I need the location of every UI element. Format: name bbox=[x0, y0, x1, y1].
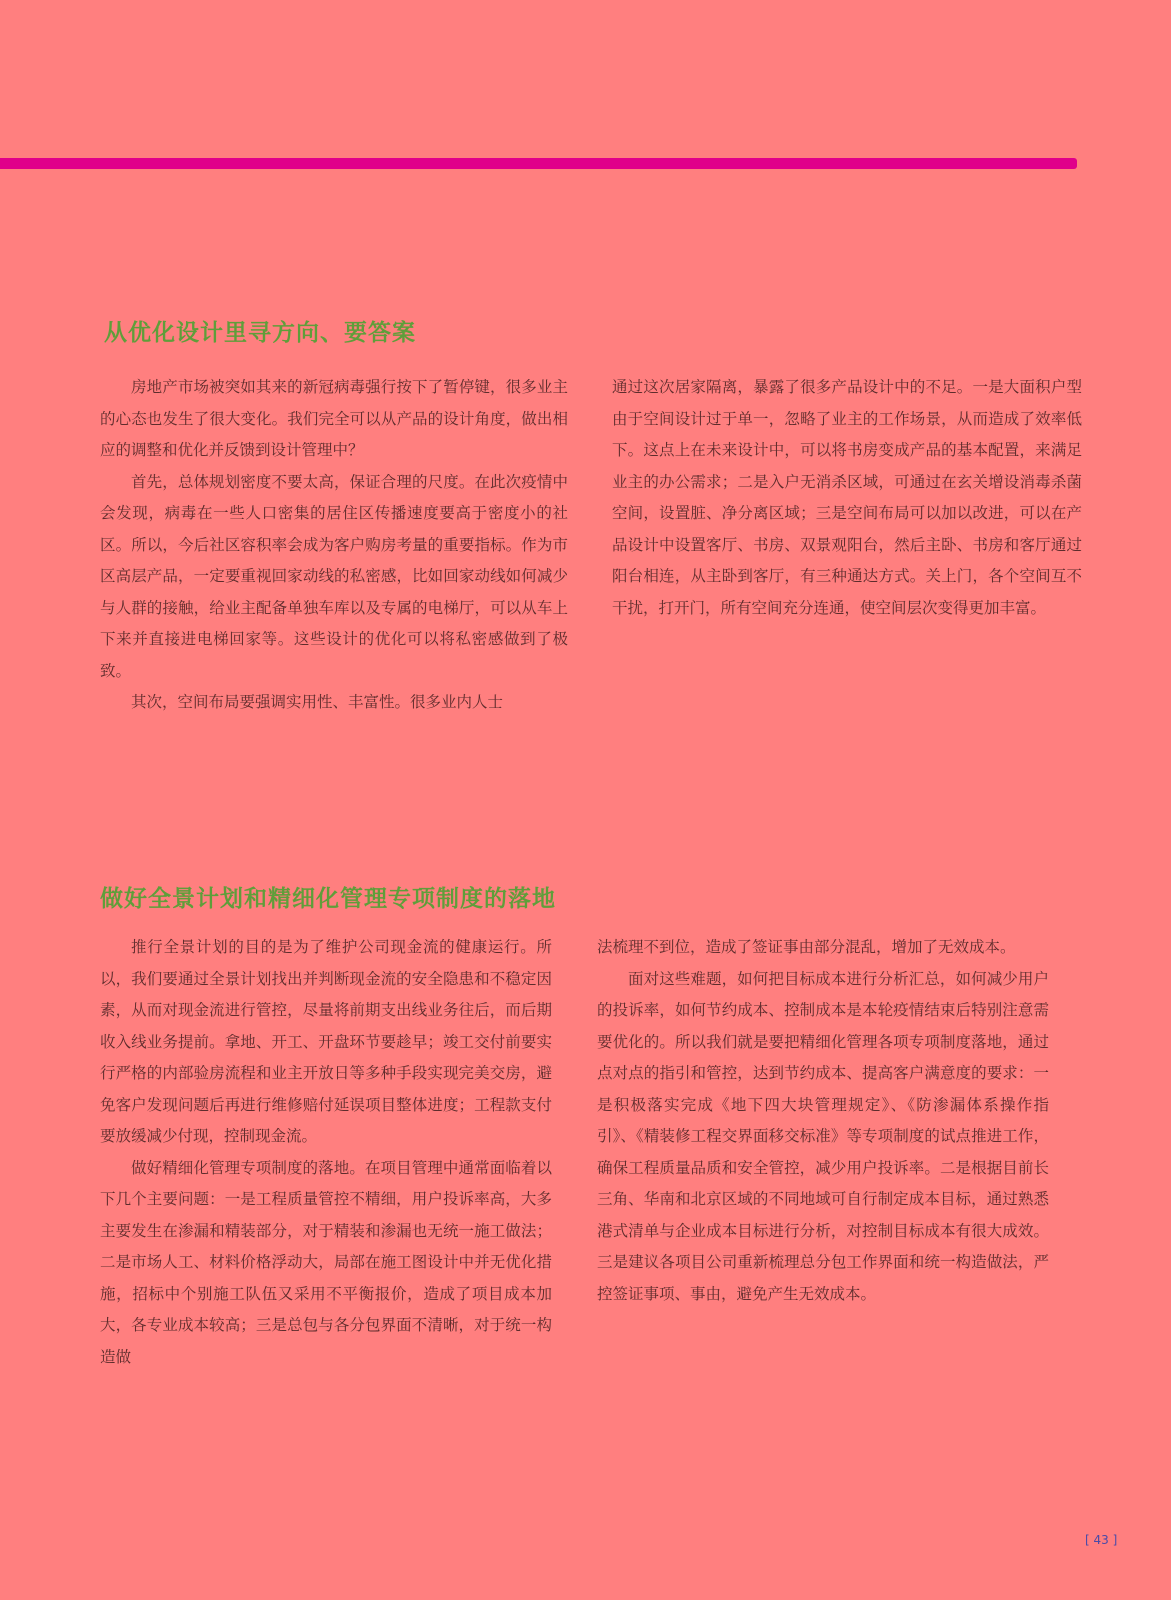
paragraph: 法梳理不到位，造成了签证事由部分混乱，增加了无效成本。 bbox=[597, 938, 1016, 956]
section2-right-column bbox=[597, 932, 1049, 1310]
section1-right-column bbox=[612, 372, 1082, 624]
section-heading-optimize-design: 从优化设计里寻方向、要答案 bbox=[104, 320, 416, 346]
paragraph: 首先，总体规划密度不要太高，保证合理的尺度。在此次疫情中会发现，病毒在一些人口密集的居住区传播速度要高于密度小的社区。所以，今后社区容积率会成为客户购房考量的重要指标。作为市区高层产品，一定要重视回家动线的私密感，比如回家动线如何减少与人群的接触，给业主配备单独车库以及专属的电梯厅，可以从车上下来并直接进电梯回家等。这些设计的优化可以将私密感做到了极致。 bbox=[100, 472, 568, 680]
paragraph: 推行全景计划的目的是为了维护公司现金流的健康运行。所以，我们要通过全景计划找出并判断现金流的安全隐患和不稳定因素，从而对现金流进行管控，尽量将前期支出线业务往后，而后期收入线业务提前。拿地、开工、开盘环节要趁早；竣工交付前要实行严格的内部验房流程和业主开放日等多种手段实现完美交房，避免客户发现问题后再进行维修赔付延误项目整体进度；工程款支付要放缓减少付现，控制现金流。 bbox=[100, 938, 552, 1145]
paragraph: 做好精细化管理专项制度的落地。在项目管理中通常面临着以下几个主要问题：一是工程质量管控不精细，用户投诉率高，大多主要发生在渗漏和精装部分，对于精装和渗漏也无统一施工做法；二是市场人工、材料价格浮动大，局部在施工图设计中并无优化措施，招标中个别施工队伍又采用不平衡报价，造成了项目成本加大，各专业成本较高；三是总包与各分包界面不清晰，对于统一构造做 bbox=[100, 1158, 552, 1366]
paragraph: 面对这些难题，如何把目标成本进行分析汇总，如何减少用户的投诉率，如何节约成本、控制成本是本轮疫情结束后特别注意需要优化的。所以我们就是要把精细化管理各项专项制度落地，通过点对点的指引和管控，达到节约成本、提高客户满意度的要求：一是积极落实完成《地下四大块管理规定》、《防渗漏体系操作指引》、《精装修工程交界面移交标准》等专项制度的试点推进工作，确保工程质量品质和安全管控，减少用户投诉率。二是根据目前长三角、华南和北京区域的不同地域可自行制定成本目标，通过熟悉港式清单与企业成本目标进行分析，对控制目标成本有很大成效。三是建议各项目公司重新梳理总分包工作界面和统一构造做法，严控签证事项、事由，避免产生无效成本。 bbox=[597, 969, 1049, 1303]
paragraph: 其次，空间布局要强调实用性、丰富性。很多业内人士 bbox=[131, 693, 504, 711]
top-decorative-rule bbox=[0, 158, 1077, 169]
section1-left-column bbox=[100, 372, 568, 719]
paragraph: 房地产市场被突如其来的新冠病毒强行按下了暂停键，很多业主的心态也发生了很大变化。我们完全可以从产品的设计角度，做出相应的调整和优化并反馈到设计管理中？ bbox=[100, 378, 568, 459]
page-number: [ 43 ] bbox=[1085, 1533, 1118, 1547]
section2-left-column bbox=[100, 932, 552, 1373]
paragraph: 通过这次居家隔离，暴露了很多产品设计中的不足。一是大面积户型由于空间设计过于单一，忽略了业主的工作场景，从而造成了效率低下。这点上在未来设计中，可以将书房变成产品的基本配置，来满足业主的办公需求；二是入户无消杀区域，可通过在玄关增设消毒杀菌空间，设置脏、净分离区域；三是空间布局可以加以改进，可以在产品设计中设置客厅、书房、双景观阳台，然后主卧、书房和客厅通过阳台相连，从主卧到客厅，有三种通达方式。关上门，各个空间互不干扰，打开门，所有空间充分连通，使空间层次变得更加丰富。 bbox=[612, 378, 1082, 617]
section-heading-full-plan-management: 做好全景计划和精细化管理专项制度的落地 bbox=[100, 886, 556, 912]
